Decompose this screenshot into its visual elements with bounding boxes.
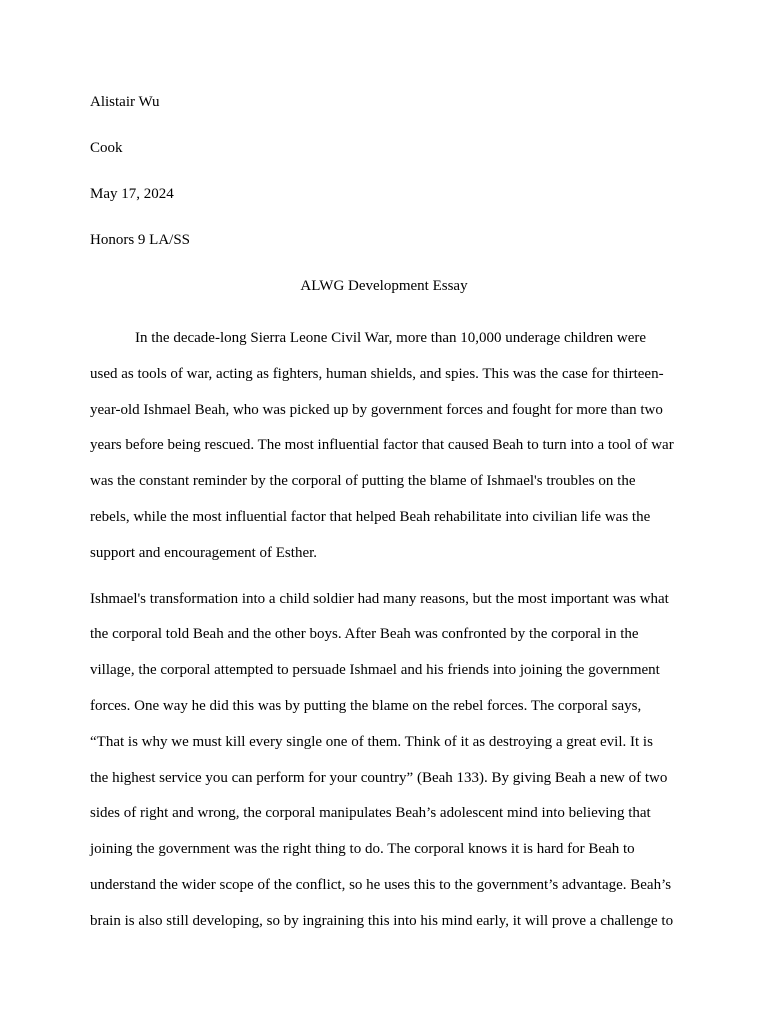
paragraph-line: used as tools of war, acting as fighters, human shields, and spies. This was the case for thirteen- — [90, 365, 664, 382]
paragraph-line: the corporal told Beah and the other boys. After Beah was confronted by the corporal in the — [90, 626, 639, 643]
essay-title: ALWG Development Essay — [300, 278, 468, 294]
teacher-name: Cook — [90, 140, 123, 156]
paragraph-line: Ishmael's transformation into a child soldier had many reasons, but the most important was what — [90, 590, 669, 607]
paragraph-line: “That is why we must kill every single one of them. Think of it as destroying a great evil. It is — [90, 733, 653, 750]
paragraph-line: joining the government was the right thing to do. The corporal knows it is hard for Beah to — [90, 841, 635, 858]
paragraph-line: forces. One way he did this was by putting the blame on the rebel forces. The corporal says, — [90, 697, 642, 714]
author-name: Alistair Wu — [90, 94, 160, 110]
paragraph-line: year-old Ishmael Beah, who was picked up by government forces and fought for more than two — [90, 401, 663, 418]
paragraph-line: brain is also still developing, so by ingraining this into his mind early, it will prove a challenge to — [90, 912, 674, 929]
paragraph-line: sides of right and wrong, the corporal manipulates Beah’s adolescent mind into believing that — [90, 805, 651, 822]
paragraph-line: village, the corporal attempted to persuade Ishmael and his friends into joining the government — [90, 662, 660, 679]
paragraph-2 — [90, 582, 678, 940]
paragraph-line: In the decade-long Sierra Leone Civil War, more than 10,000 underage children were — [135, 330, 647, 346]
paragraph-1 — [90, 321, 678, 572]
paragraph-line: rebels, while the most influential factor that helped Beah rehabilitate into civilian life was the — [90, 508, 651, 525]
document-body — [90, 92, 678, 940]
paragraph-line: years before being rescued. The most influential factor that caused Beah to turn into a tool of war — [90, 437, 674, 454]
paragraph-line: support and encouragement of Esther. — [90, 544, 318, 561]
paragraph-line: was the constant reminder by the corporal of putting the blame of Ishmael's troubles on the — [90, 473, 636, 490]
course-name: Honors 9 LA/SS — [90, 232, 191, 248]
essay-date: May 17, 2024 — [90, 186, 174, 202]
paragraph-line: the highest service you can perform for your country” (Beah 133). By giving Beah a new of two — [90, 769, 668, 786]
paragraph-line: understand the wider scope of the conflict, so he uses this to the government’s advantage. Beah’s — [90, 876, 672, 893]
